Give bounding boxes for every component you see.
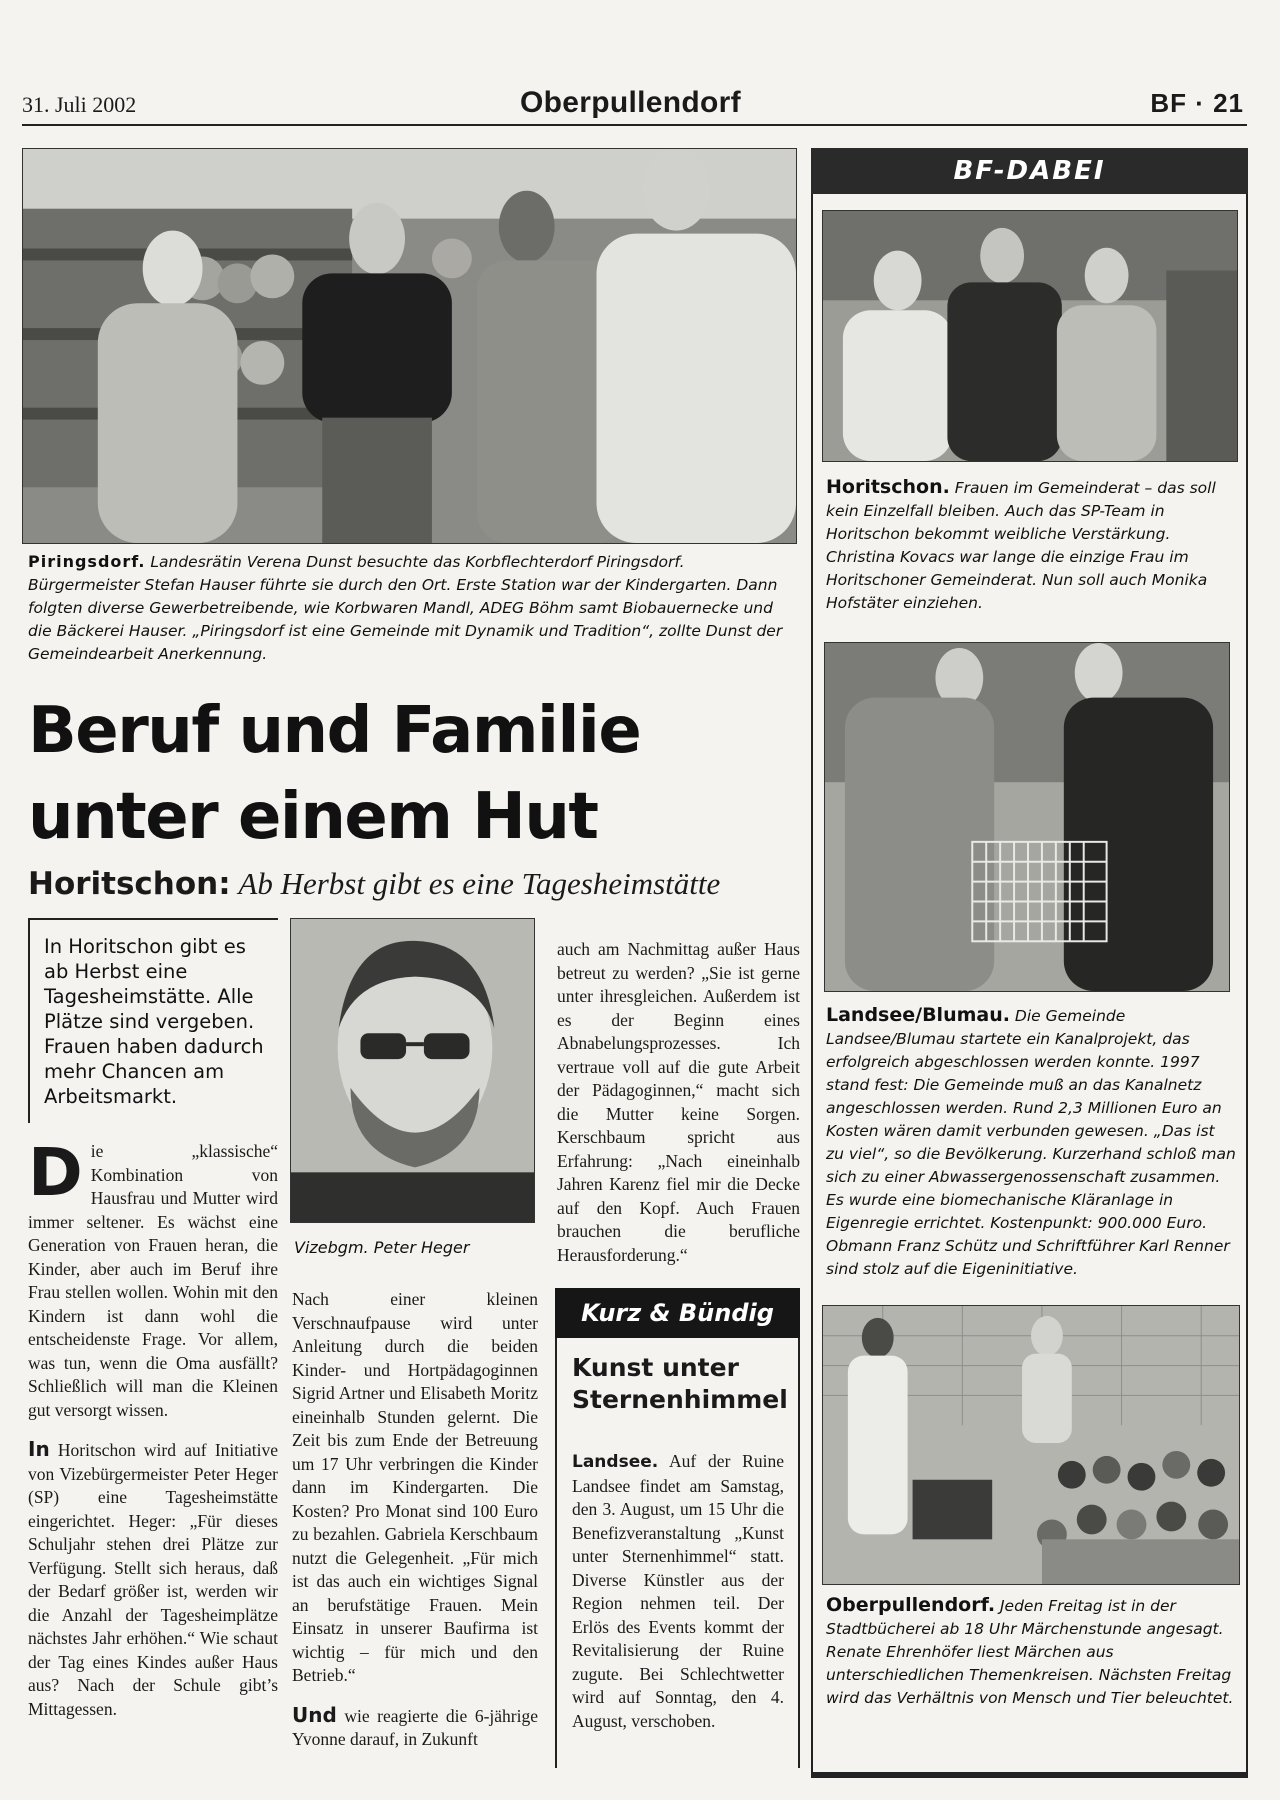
paragraph [28,1134,278,1422]
sidebar-item-3-body: Jeden Freitag ist in der Stadtbücherei ab 18 Uhr Märchenstunde angesagt. Renate Ehrenhöfer liest Märchen aus unterschiedlichen Themenkreisen. Nächsten Freitag wird das Verhältnis von Mensch und Tier beleuchtet. [826,1597,1234,1707]
sidebar-item-2-body: Die Gemeinde Landsee/Blumau startete ein Kanalprojekt, das erfolgreich abgeschlossen werden konnte. 1997 stand fest: Die Gemeinde muß an das Kanalnetz angeschlossen werden. Rund 2,3 Millionen Euro an Kosten wären damit verbunden gewesen. „Das ist zu viel“, so die Bevölkerung. Kurzerhand schloß man sich zu einer Abwassergenossenschaft zusammen. Es wurde eine biomechanische Kläranlage in Eigenregie errichtet. Kostenpunkt: 900.000 Euro. Obmann Franz Schütz und Schriftführer Karl Renner sind stolz auf die Eigeninitiative. [826,1007,1236,1278]
article-column-2 [292,1288,538,1768]
section-title: Oberpullendorf [520,86,741,119]
page-number: BF · 21 [1150,88,1244,118]
portrait-caption: Vizebgm. Peter Heger [294,1238,470,1257]
paragraph-text: ie „klassische“ Kombination von Hausfrau und Mutter wird immer seltener. Es wächst eine Generation von Frauen heran, die Kinder, aber auch im Beruf ihre Frau stellen wollen. Wohin mit den Kindern ist dann wohl die entscheidenste Frage. Vor allem, was tun, wenn die Oma ausfällt? Schließlich will man die Kleinen gut versorgt wissen. [28,1141,278,1420]
sidebar-item-2 [826,1004,1236,1281]
issue-date: 31. Juli 2002 [22,92,137,117]
article-column-3 [557,938,800,1283]
sidebar-item-3 [826,1594,1236,1710]
subhead-text: Ab Herbst gibt es eine Tagesheimstätte [238,866,721,901]
paragraph-text: wie reagierte die 6-jährige Yvonne darauf, in Zukunft [292,1705,538,1749]
paragraph: Nach einer kleinen Verschnaufpause wird unter Anleitung durch die beiden Kinder- und Hortpädagoginnen Sigrid Artner und Elisabeth Moritz eineinhalb Stunden gelernt. Die Zeit bis zum Ende der Betreuung um 17 Uhr verbringen die Kinder dann im Kindergarten. Die Kosten? Pro Monat sind 100 Euro zu bezahlen. Gabriela Kerschbaum nutzt die Gelegenheit. „Für mich ist das auch ein wichtiges Signal an berufstätige Frauen. Mein Einsatz in unserer Baufirma ist wichtig – für mich und den Betrieb.“ [292,1289,538,1685]
article-intro: In Horitschon gibt es ab Herbst eine Tagesheimstätte. Alle Plätze sind vergeben. Frauen haben dadurch mehr Chancen am Arbeitsmarkt. [44,935,264,1108]
kurz-buendig-body: Auf der Ruine Landsee findet am Samstag, den 3. August, um 15 Uhr die Benefizveranstaltung „Kunst unter Sternenhimmel“ statt. Diverse Künstler aus der Region nehmen teil. Der Erlös des Events kommt der Revitalisierung der Ruine zugute. Bei Schlechtwetter wird auf Sonntag, den 4. August, verschoben. [572,1451,784,1731]
shop-visit-caption [28,550,798,666]
sidebar-item-3-lead: Oberpullendorf. [826,1594,996,1616]
header-rule [22,124,1247,126]
paragraph [28,1438,278,1721]
kurz-buendig-label: Kurz & Bündig [555,1288,800,1338]
photo-sewer-grate-icon [825,643,1229,991]
shop-visit-photo [22,148,797,544]
headline-line-1: Beruf und Familie [28,694,641,768]
article-column-1 [28,1134,278,1737]
sidebar-item-1-lead: Horitschon. [826,476,950,498]
article-subheadline [28,866,720,902]
photo-shop-visit-icon [23,149,796,543]
sidebar-photo-1 [822,210,1238,462]
kurz-buendig-title: Kunst unter Sternenhimmel [572,1353,788,1414]
paragraph [292,1704,538,1752]
paragraph: auch am Nachmittag außer Haus betreut zu werden? „Sie ist gerne unter ihresgleichen. Außerdem ist es der Beginn eines Abnabelungsprozesses. Ich vertraue voll auf die gute Arbeit der Pädagoginnen,“ macht sich die Mutter keine Sorgen. Kerschbaum spricht aus Erfahrung: „Nach eineinhalb Jahren Karenz fiel mir die Decke auf den Kopf. Auch Frauen brauchen die berufliche Herausforderung.“ [557,939,800,1265]
photo-group-icon [823,211,1237,461]
caption-body: Landesrätin Verena Dunst besuchte das Korbflechterdorf Piringsdorf. Bürgermeister Stefan Hauser führte sie durch den Ort. Erste Station war der Kindergarten. Dann folgten diverse Gewerbetreibende, wie Korbwaren Mandl, ADEG Böhm samt Biobauernecke und die Bäckerei Hauser. „Piringsdorf ist eine Gemeinde mit Dynamik und Tradition“, zollte Dunst der Gemeindearbeit Anerkennung. [28,553,783,663]
run-in-word: Und [292,1702,337,1727]
sidebar-item-1 [826,476,1236,615]
article-headline [28,688,640,860]
sidebar-photo-3 [822,1305,1240,1585]
kurz-buendig-text [572,1450,784,1733]
headline-line-2: unter einem Hut [28,780,598,854]
sidebar-label: BF-DABEI [811,148,1248,194]
caption-lead: Piringsdorf. [28,552,146,571]
photo-reading-hour-icon [823,1306,1239,1584]
sidebar-item-2-lead: Landsee/Blumau. [826,1004,1010,1026]
kurz-buendig-lead: Landsee. [572,1452,659,1472]
sidebar-photo-2 [824,642,1230,992]
portrait-icon [291,919,534,1222]
sidebar-item-1-body: Frauen im Gemeinderat – das soll kein Einzelfall bleiben. Auch das SP-Team in Horitschon bekommt weibliche Verstärkung. Christina Kovacs war lange die einzige Frau im Horitschoner Gemeinderat. Nun soll auch Monika Hofstäter einziehen. [826,479,1216,612]
run-in-word: In [28,1437,50,1461]
paragraph-text: Horitschon wird auf Initiative von Vizebürgermeister Peter Heger (SP) eine Tagesheimstätte eingerichtet. Heger: „Für dieses Schuljahr stehen drei Plätze zur Verfügung. Stellt sich heraus, daß der Bedarf größer ist, werden wir die Anzahl der Tagesheimplätze nächstes Jahr erhöhen.“ Wie schaut der Tag eines Kindes außer Haus aus? Nach der Schule gibt’s Mittagessen. [28,1440,278,1719]
subhead-place: Horitschon: [28,866,231,902]
drop-cap: D [28,1134,83,1211]
portrait-photo [290,918,535,1223]
